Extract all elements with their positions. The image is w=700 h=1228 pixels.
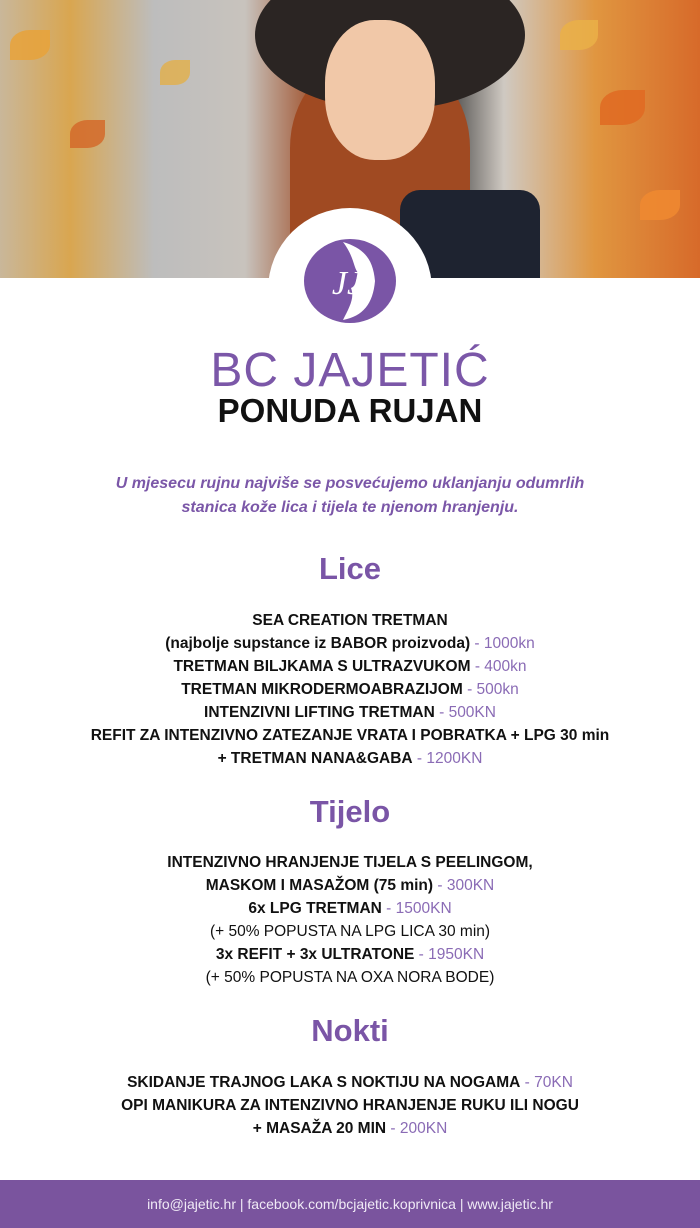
offer-item-text: + MASAŽA 20 MIN <box>252 1120 387 1137</box>
offer-item-text: TRETMAN BILJKAMA S ULTRAZVUKOM <box>173 658 471 675</box>
offer-item-text: REFIT ZA INTENZIVNO ZATEZANJE VRATA I POBRATKA + LPG 30 min <box>90 727 610 744</box>
offer-item <box>0 943 700 966</box>
offer-item <box>0 632 700 655</box>
offer-item-text: (+ 50% POPUSTA NA LPG LICA 30 min) <box>209 923 491 940</box>
brand-title: BC JAJETIĆ <box>210 344 490 397</box>
offer-item <box>0 1117 700 1140</box>
offer-item <box>0 724 700 747</box>
offer-item-text: 3x REFIT + 3x ULTRATONE <box>215 946 415 963</box>
offer-item-price: - 500KN <box>434 704 496 721</box>
intro-text <box>0 472 700 520</box>
offer-item-price: - 1500KN <box>381 900 452 917</box>
offer-item-price: - 1950KN <box>414 946 485 963</box>
offer-item-price: - 200KN <box>386 1120 448 1137</box>
offer-item-text: 6x LPG TRETMAN <box>248 900 382 917</box>
offer-item-text: (najbolje supstance iz BABOR proizvoda) <box>165 635 471 652</box>
offer-item <box>0 966 700 989</box>
offer-item <box>0 920 700 943</box>
section-heading-nokti: Nokti <box>311 1013 389 1048</box>
offer-item <box>0 1094 700 1117</box>
offer-item-text: OPI MANIKURA ZA INTENZIVNO HRANJENJE RUKU ILI NOGU <box>121 1097 579 1114</box>
offer-item-text: SEA CREATION TRETMAN <box>252 612 448 629</box>
svg-text:JJ: JJ <box>331 265 363 302</box>
offer-item-text: + TRETMAN NANA&GABA <box>217 750 413 767</box>
offer-item <box>0 874 700 897</box>
offer-item <box>0 851 700 874</box>
offer-item-text: TRETMAN MIKRODERMOABRAZIJOM <box>181 681 463 698</box>
offer-item-text: INTENZIVNO HRANJENJE TIJELA S PEELINGOM, <box>167 854 533 871</box>
offer-item-text: (+ 50% POPUSTA NA OXA NORA BODE) <box>205 969 495 986</box>
section-list-nokti <box>0 1071 700 1140</box>
offer-item-text: INTENZIVNI LIFTING TRETMAN <box>204 704 435 721</box>
footer-contacts: info@jajetic.hr | facebook.com/bcjajetic.koprivnica | www.jajetic.hr <box>0 1180 700 1228</box>
intro-line: U mjesecu rujnu najviše se posvećujemo uklanjanju odumrlih <box>115 475 585 492</box>
offer-item <box>0 655 700 678</box>
offer-item-price: - 500kn <box>462 681 519 698</box>
offer-item-price: - 300KN <box>433 877 495 894</box>
intro-line: stanica kože lica i tijela te njenom hranjenju. <box>181 499 519 516</box>
section-heading-lice: Lice <box>318 551 382 586</box>
offer-item <box>0 701 700 724</box>
offer-item <box>0 897 700 920</box>
logo-icon <box>303 238 397 324</box>
offer-item-text: SKIDANJE TRAJNOG LAKA S NOKTIJU NA NOGAMA <box>127 1074 521 1091</box>
offer-item <box>0 1071 700 1094</box>
offer-item-text: MASKOM I MASAŽOM (75 min) <box>205 877 434 894</box>
section-list-tijelo <box>0 851 700 989</box>
offer-item-price: - 1000kn <box>470 635 535 652</box>
offer-item-price: - 400kn <box>470 658 527 675</box>
offer-title: PONUDA RUJAN <box>217 392 483 429</box>
offer-item <box>0 678 700 701</box>
offer-item-price: - 1200KN <box>412 750 483 767</box>
offer-item-price: - 70KN <box>520 1074 573 1091</box>
offer-item <box>0 747 700 770</box>
offer-item <box>0 609 700 632</box>
section-list-lice <box>0 609 700 770</box>
section-heading-tijelo: Tijelo <box>309 794 391 829</box>
